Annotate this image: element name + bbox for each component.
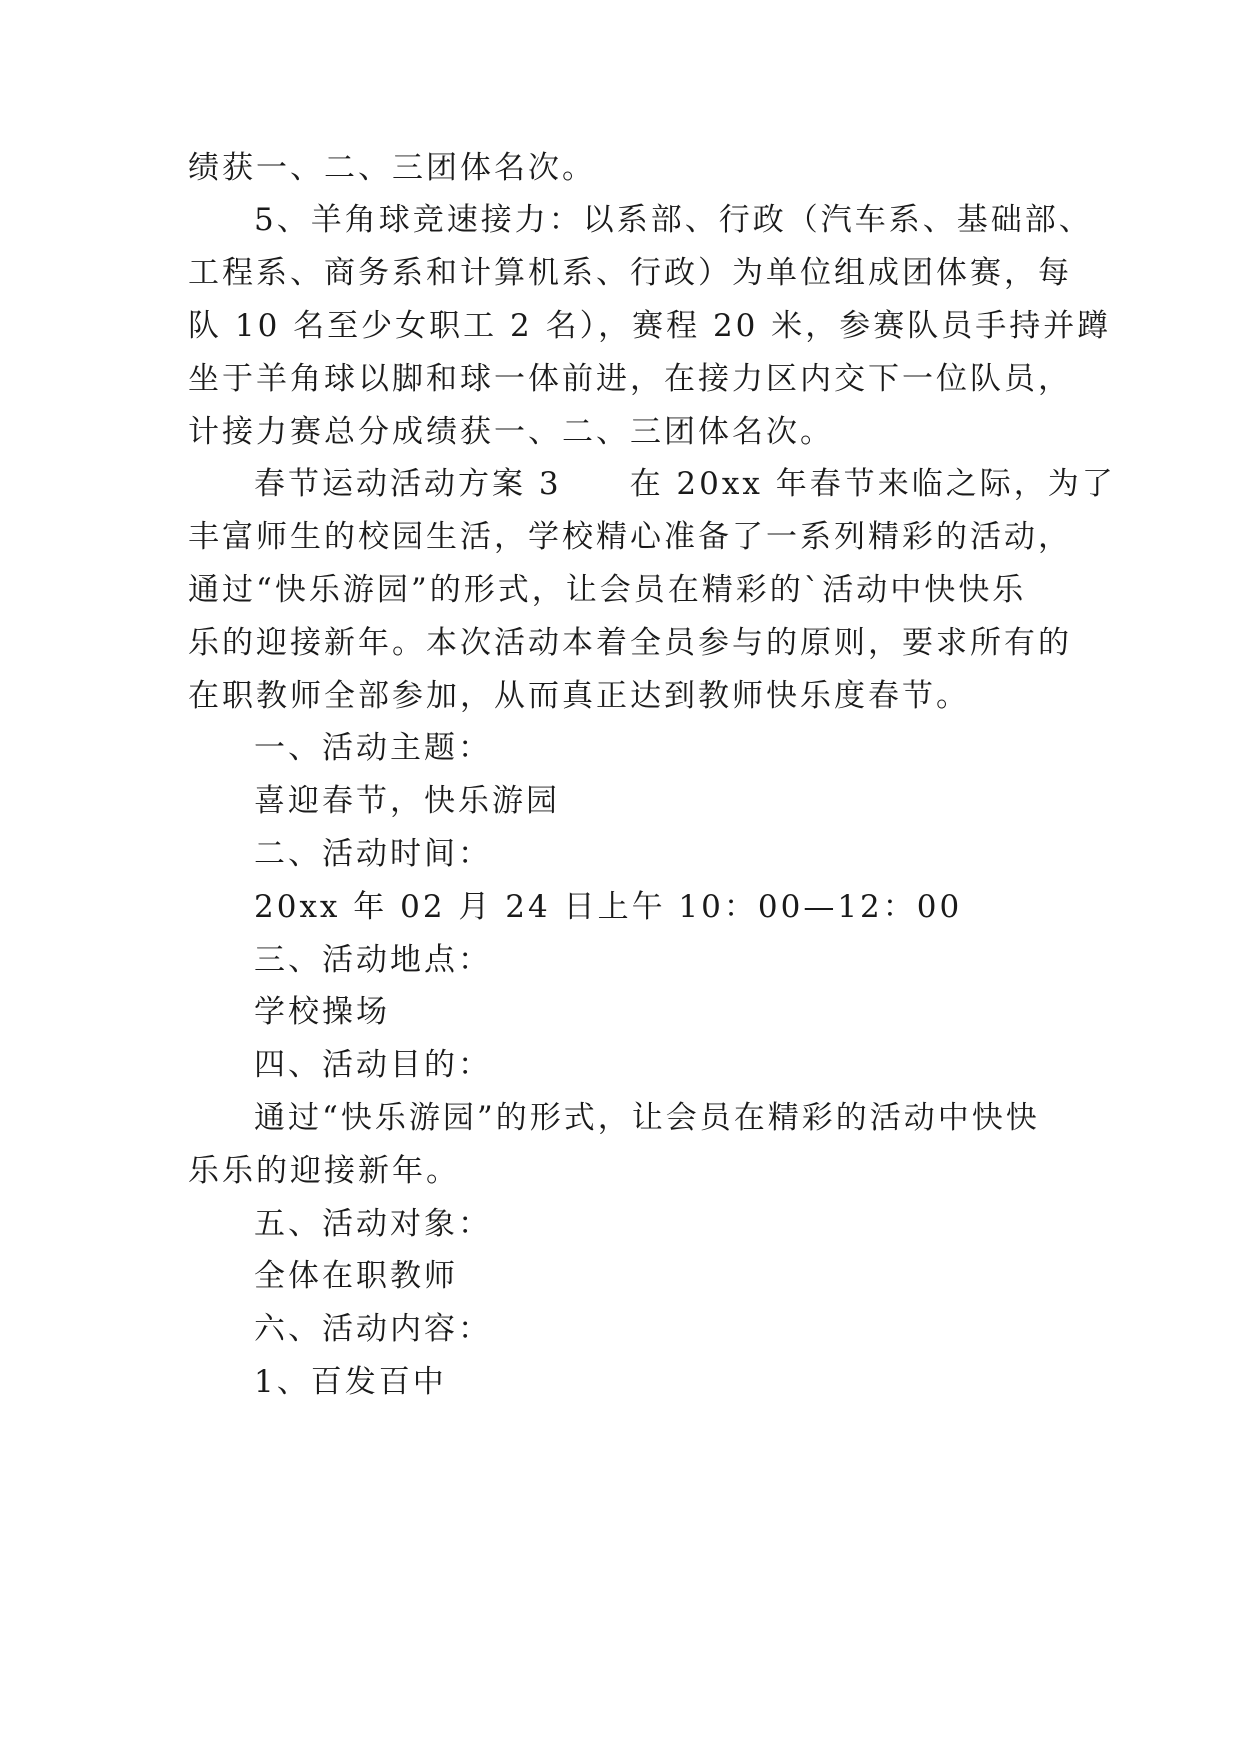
- text-line: 坐于羊角球以脚和球一体前进，在接力区内交下一位队员，: [188, 361, 1072, 397]
- section-heading: 六、活动内容：: [254, 1311, 492, 1347]
- section-heading: 四、活动目的：: [254, 1047, 492, 1083]
- text-line: 工程系、商务系和计算机系、行政）为单位组成团体赛，每: [188, 255, 1072, 291]
- text-line: 通过“快乐游园”的形式，让会员在精彩的`活动中快快乐: [188, 572, 1027, 608]
- text-line: 学校操场: [254, 994, 390, 1030]
- section-heading: 三、活动地点：: [254, 942, 492, 978]
- text-line: 通过“快乐游园”的形式，让会员在精彩的活动中快快: [254, 1100, 1040, 1136]
- text-line: 乐乐的迎接新年。: [188, 1153, 460, 1189]
- text-line: 喜迎春节，快乐游园: [254, 783, 560, 819]
- section-heading: 二、活动时间：: [254, 836, 492, 872]
- text-line: 乐的迎接新年。本次活动本着全员参与的原则，要求所有的: [188, 625, 1072, 661]
- text-line: 丰富师生的校园生活，学校精心准备了一系列精彩的活动，: [188, 519, 1072, 555]
- text-line: 春节运动活动方案 3 在 20xx 年春节来临之际，为了: [254, 466, 1116, 502]
- text-line: 5、羊角球竞速接力：以系部、行政（汽车系、基础部、: [254, 202, 1093, 238]
- text-line: 队 10 名至少女职工 2 名），赛程 20 米，参赛队员手持并蹲: [188, 308, 1112, 344]
- section-heading: 一、活动主题：: [254, 730, 492, 766]
- text-line: 1、百发百中: [254, 1364, 447, 1400]
- section-heading: 五、活动对象：: [254, 1206, 492, 1242]
- text-line: 在职教师全部参加，从而真正达到教师快乐度春节。: [188, 678, 970, 714]
- text-line: 20xx 年 02 月 24 日上午 10：00—12：00: [254, 889, 963, 925]
- text-line: 计接力赛总分成绩获一、二、三团体名次。: [188, 414, 834, 450]
- text-line: 全体在职教师: [254, 1258, 458, 1294]
- text-line: 绩获一、二、三团体名次。: [188, 150, 596, 186]
